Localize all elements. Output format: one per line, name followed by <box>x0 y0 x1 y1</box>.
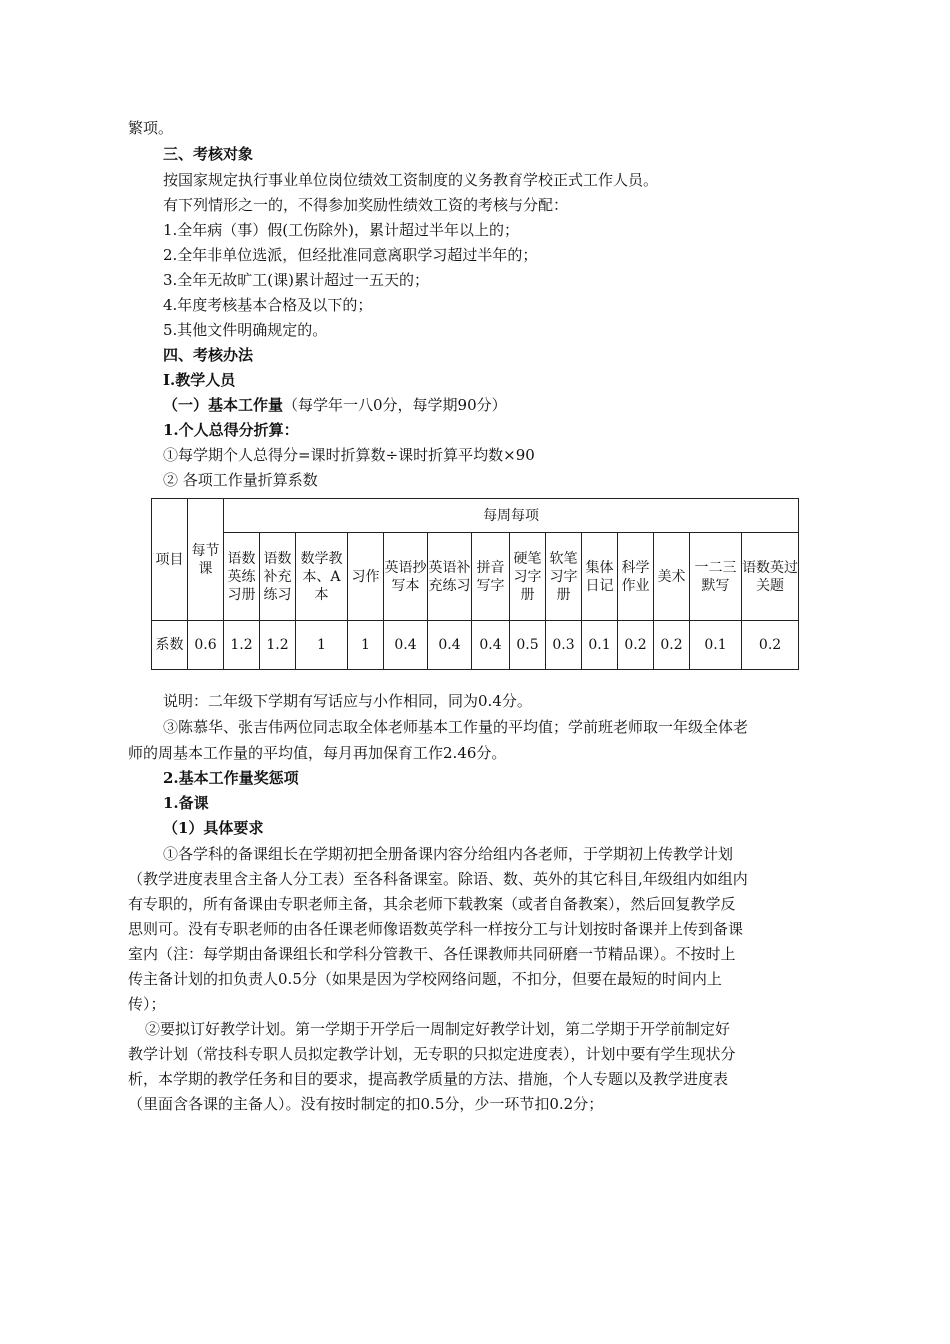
coefficient-table <box>151 498 799 670</box>
table-cell: 0.2 <box>742 621 799 670</box>
subsection-heading: 2.基本工作量奖惩项 <box>163 769 299 787</box>
text-line: 析，本学期的教学任务和目的要求，提高教学质量的方法、措施，个人专题以及教学进度表 <box>128 1070 729 1088</box>
table-header-cell: 美术 <box>654 533 690 621</box>
table-cell: 1.2 <box>224 621 260 670</box>
table-header-cell: 语数英过关题 <box>742 533 799 621</box>
note-line: 说明：二年级下学期有写话应与小作相同，同为0.4分。 <box>163 692 532 710</box>
text-line: ①各学科的备课组长在学期初把全册备课内容分给组内各老师，于学期初上传教学计划 <box>163 845 734 863</box>
table-header-cell: 语数英练习册 <box>224 533 260 621</box>
table-header-per-lesson: 每节课 <box>188 499 224 621</box>
table-cell: 1.2 <box>260 621 296 670</box>
subsection-heading: 1.备课 <box>163 794 209 812</box>
text-line: 师的周基本工作量的平均值，每月再加保育工作2.46分。 <box>128 744 507 762</box>
text-line <box>163 394 507 416</box>
table-row-label: 系数 <box>152 621 188 670</box>
list-item: 3.全年无故旷工(课)累计超过一五天的； <box>163 271 430 289</box>
list-item: 5.其他文件明确规定的。 <box>163 321 328 339</box>
text-line: （教学进度表里含主备人分工表）至各科备课室。除语、数、英外的其它科目,年级组内如组内 <box>128 870 748 888</box>
table-header-cell: 软笔习字册 <box>546 533 582 621</box>
table-header-cell: 语数补充练习 <box>260 533 296 621</box>
basic-workload-note: （每学年一八0分，每学期90分） <box>283 396 507 414</box>
table-header-cell: 习作 <box>348 533 384 621</box>
list-item: 1.全年病（事）假(工伤除外)，累计超过半年以上的； <box>163 221 520 239</box>
text-line: 传主备计划的扣负责人0.5分（如果是因为学校网络问题，不扣分，但要在最短的时间内上 <box>128 970 722 988</box>
text-line: 有专职的，所有备课由专职老师主备，其余老师下载教案（或者自备教案），然后回复教学反 <box>128 895 736 913</box>
section-heading: 三、考核对象 <box>163 145 254 163</box>
table-cell: 0.4 <box>384 621 428 670</box>
section-heading: 四、考核办法 <box>163 346 254 364</box>
text-line: （里面含各课的主备人）。没有按时制定的扣0.5分，少一环节扣0.2分； <box>128 1095 604 1113</box>
text-line: 按国家规定执行事业单位岗位绩效工资制度的义务教育学校正式工作人员。 <box>163 171 659 189</box>
text-line: 教学计划（常技科专职人员拟定教学计划，无专职的只拟定进度表），计划中要有学生现状分 <box>128 1045 736 1063</box>
subsection-heading: Ⅰ.教学人员 <box>163 371 236 389</box>
table-header-cell: 英语抄写本 <box>384 533 428 621</box>
table-header-item: 项目 <box>152 499 188 621</box>
table-header-cell: 集体日记 <box>582 533 618 621</box>
table-cell: 0.2 <box>654 621 690 670</box>
table-cell: 1 <box>296 621 348 670</box>
table-cell: 0.5 <box>510 621 546 670</box>
table-cell: 0.1 <box>582 621 618 670</box>
text-line: 室内（注：每学期由备课组长和学科分管教干、各任课教师共同研磨一节精品课）。不按时上 <box>128 945 736 963</box>
text-line: ② 各项工作量折算系数 <box>163 471 318 489</box>
list-item: 4.年度考核基本合格及以下的； <box>163 296 373 314</box>
subsection-heading: 1.个人总得分折算： <box>163 421 299 439</box>
table-cell: 1 <box>348 621 384 670</box>
text-line: 有下列情形之一的，不得参加奖励性绩效工资的考核与分配： <box>163 196 569 214</box>
text-line: ②要拟订好教学计划。第一学期于开学后一周制定好教学计划，第二学期于开学前制定好 <box>145 1020 731 1038</box>
text-line: 传）； <box>128 995 166 1013</box>
table-cell: 0.4 <box>428 621 472 670</box>
table-header-cell: 硬笔习字册 <box>510 533 546 621</box>
list-item: 2.全年非单位选派，但经批准同意离职学习超过半年的； <box>163 246 538 264</box>
table-header-cell: 英语补充练习 <box>428 533 472 621</box>
subsection-heading: （1）具体要求 <box>163 819 264 837</box>
basic-workload-heading: （一）基本工作量 <box>163 396 284 414</box>
table-cell: 0.4 <box>472 621 510 670</box>
table-cell: 0.6 <box>188 621 224 670</box>
text-line: 繁项。 <box>128 119 174 137</box>
table-cell: 0.2 <box>618 621 654 670</box>
table-header-cell: 科学作业 <box>618 533 654 621</box>
text-line: 思则可。没有专职老师的由各任课老师像语数英学科一样按分工与计划按时备课并上传到备课 <box>128 920 744 938</box>
table-header-cell: 拼音写字 <box>472 533 510 621</box>
formula-line: ①每学期个人总得分=课时折算数÷课时折算平均数×90 <box>163 446 535 464</box>
table-header-cell: 数学教本、A本 <box>296 533 348 621</box>
text-line: ③陈慕华、张吉伟两位同志取全体老师基本工作量的平均值；学前班老师取一年级全体老 <box>163 718 749 736</box>
table-cell: 0.1 <box>690 621 742 670</box>
table-row <box>152 621 799 670</box>
table-group-header: 每周每项 <box>224 499 799 533</box>
table-cell: 0.3 <box>546 621 582 670</box>
table-header-cell: 一二三默写 <box>690 533 742 621</box>
